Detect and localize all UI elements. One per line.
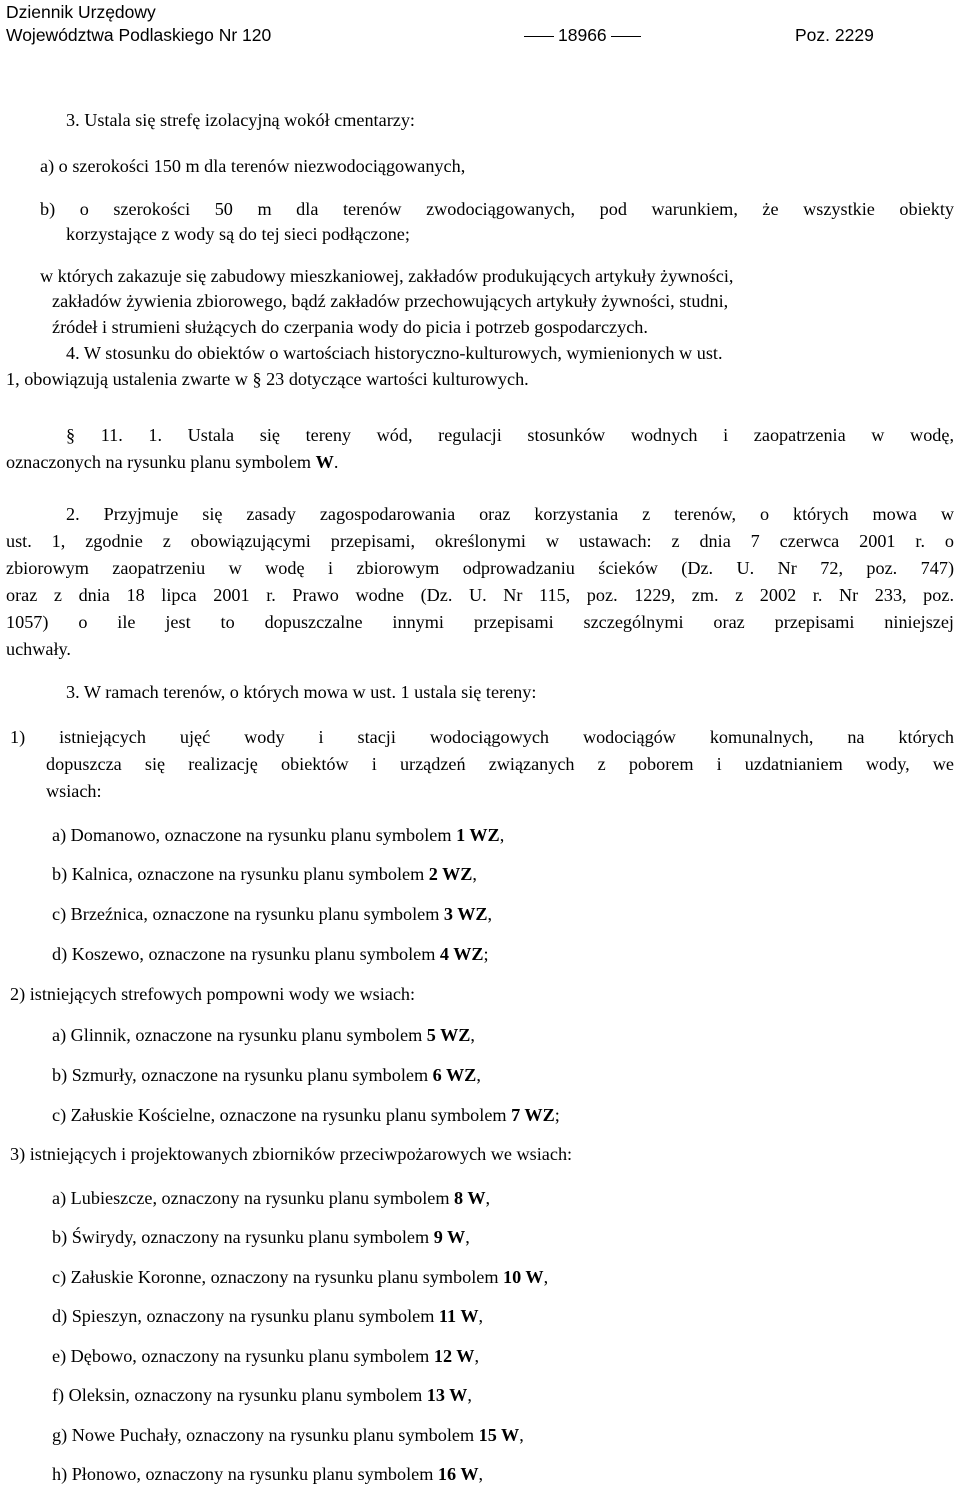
section-11-line2-text: oznaczonych na rysunku planu symbolem xyxy=(6,452,316,472)
list-item-text: a) Glinnik, oznaczone na rysunku planu symbolem xyxy=(52,1025,427,1045)
list-item xyxy=(52,1383,472,1407)
list-item-end: , xyxy=(485,1188,491,1208)
list-item-end: , xyxy=(478,1464,484,1484)
list-item xyxy=(52,1023,475,1047)
list-item-text: h) Płonowo, oznaczony na rysunku planu symbolem xyxy=(52,1464,438,1484)
item-1-line2: dopuszcza się realizację obiektów i urządzeń związanych z poborem i uzdatnianiem wody, we xyxy=(46,754,954,774)
section-11-line2-end: . xyxy=(333,452,339,472)
list-item-symbol: 9 W xyxy=(433,1227,466,1247)
list-item-text: e) Dębowo, oznaczony na rysunku planu symbolem xyxy=(52,1346,434,1366)
list-item-symbol: 12 W xyxy=(433,1346,475,1366)
para-3a: a) o szerokości 150 m dla terenów niezwodociągowanych, xyxy=(40,156,466,176)
list-item-symbol: 3 WZ xyxy=(443,904,488,924)
page-number-block xyxy=(520,24,645,46)
list-item xyxy=(52,1423,524,1447)
section-11-line1: § 11. 1. Ustala się tereny wód, regulacji stosunków wodnych i zaopatrzenia w wodę, xyxy=(66,425,954,445)
list-item-end: , xyxy=(467,1385,472,1405)
page-number: 18966 xyxy=(558,25,607,45)
list-item xyxy=(52,942,489,966)
position-number: Poz. 2229 xyxy=(795,25,874,45)
para-3c-line2: zakładów żywienia zbiorowego, bądź zakładów przechowujących artykuły żywności, studni, xyxy=(52,291,729,311)
para-2-line1: 2. Przyjmuje się zasady zagospodarowania oraz korzystania z terenów, o których mowa w xyxy=(66,504,954,524)
para-3b-line1: b) o szerokości 50 m dla terenów zwodociągowanych, pod warunkiem, że wszystkie obiekty xyxy=(40,199,954,219)
para-3b-line2: korzystające z wody są do tej sieci podłączone; xyxy=(66,224,410,244)
journal-subtitle: Województwa Podlaskiego Nr 120 xyxy=(6,25,272,45)
para-3-title: 3. Ustala się strefę izolacyjną wokół cmentarzy: xyxy=(66,110,415,130)
list-item-symbol: 5 WZ xyxy=(426,1025,471,1045)
list-item-symbol: 16 W xyxy=(437,1464,479,1484)
page-dash-right xyxy=(611,36,641,37)
list-item-end: ; xyxy=(483,944,489,964)
item-1-line3: wsiach: xyxy=(46,781,102,801)
list-item-end: , xyxy=(543,1267,549,1287)
para-3c-line1: w których zakazuje się zabudowy mieszkaniowej, zakładów produkujących artykuły żywności, xyxy=(40,266,734,286)
list-item-text: b) Świrydy, oznaczony na rysunku planu symbolem xyxy=(52,1227,434,1247)
para-2-line2: ust. 1, zgodnie z obowiązującymi przepisami, określonymi w ustawach: z dnia 7 czerwca 2001 r. o xyxy=(6,531,954,551)
list-item-text: c) Załuskie Kościelne, oznaczone na rysunku planu symbolem xyxy=(52,1105,512,1125)
para-2-line5: 1057) o ile jest to dopuszczalne innymi przepisami szczególnymi oraz przepisami niniejszej xyxy=(6,612,954,632)
list-item-end: , xyxy=(470,1025,475,1045)
item-1-line1: 1) istniejących ujęć wody i stacji wodociągowych wodociągów komunalnych, na których xyxy=(10,727,954,747)
list-item-symbol: 2 WZ xyxy=(428,864,473,884)
list-item-text: c) Brzeźnica, oznaczone na rysunku planu symbolem xyxy=(52,904,444,924)
list-item-symbol: 4 WZ xyxy=(439,944,484,964)
list-item-text: d) Koszewo, oznaczone na rysunku planu symbolem xyxy=(52,944,440,964)
list-item-symbol: 8 W xyxy=(454,1188,486,1208)
list-item-end: , xyxy=(487,904,493,924)
para-4-line2: 1, obowiązują ustalenia zwarte w § 23 dotyczące wartości kulturowych. xyxy=(6,369,529,389)
para-2-line3: zbiorowym zaopatrzeniu w wodę i zbiorowym odprowadzaniu ścieków (Dz. U. Nr 72, poz. 747) xyxy=(6,558,954,578)
symbol-w: W xyxy=(315,452,334,472)
list-item xyxy=(52,862,477,886)
list-item-symbol: 1 WZ xyxy=(456,825,500,845)
list-item xyxy=(52,902,492,926)
page-dash-left xyxy=(524,36,554,37)
para-2-line4: oraz z dnia 18 lipca 2001 r. Prawo wodne (Dz. U. Nr 115, poz. 1229, zm. z 2002 r. Nr 233, poz. xyxy=(6,585,954,605)
para-2-line6: uchwały. xyxy=(6,639,71,659)
list-item-text: b) Szmurły, oznaczone na rysunku planu symbolem xyxy=(52,1065,433,1085)
list-item-end: , xyxy=(476,1065,481,1085)
list-item-end: , xyxy=(474,1346,479,1366)
list-item-end: , xyxy=(519,1425,524,1445)
list-item-text: a) Domanowo, oznaczone na rysunku planu symbolem xyxy=(52,825,457,845)
journal-title: Dziennik Urzędowy xyxy=(6,2,156,22)
list-item-text: a) Lubieszcze, oznaczony na rysunku planu symbolem xyxy=(52,1188,455,1208)
para-3b-title: 3. W ramach terenów, o których mowa w ust. 1 ustala się tereny: xyxy=(66,682,537,702)
list-item-text: d) Spieszyn, oznaczony na rysunku planu symbolem xyxy=(52,1306,439,1326)
list-item-symbol: 6 WZ xyxy=(432,1065,477,1085)
list-item xyxy=(52,1304,483,1328)
list-item-end: , xyxy=(478,1306,484,1326)
list-item-symbol: 10 W xyxy=(503,1267,544,1287)
list-item-symbol: 13 W xyxy=(426,1385,468,1405)
list-item-text: c) Załuskie Koronne, oznaczony na rysunku planu symbolem xyxy=(52,1267,504,1287)
list-item-symbol: 11 W xyxy=(438,1306,479,1326)
list-item xyxy=(52,823,504,847)
list-item-end: , xyxy=(499,825,505,845)
list-item-text: g) Nowe Puchały, oznaczony na rysunku planu symbolem xyxy=(52,1425,479,1445)
list-item-symbol: 7 WZ xyxy=(511,1105,555,1125)
list-item xyxy=(52,1225,470,1249)
list-item xyxy=(52,1063,481,1087)
list-item xyxy=(52,1186,490,1210)
list-item-text: f) Oleksin, oznaczony na rysunku planu symbolem xyxy=(52,1385,427,1405)
item-3: 3) istniejących i projektowanych zbiorników przeciwpożarowych we wsiach: xyxy=(10,1144,573,1164)
item-2: 2) istniejących strefowych pompowni wody we wsiach: xyxy=(10,984,416,1004)
list-item xyxy=(52,1462,483,1486)
list-item-text: b) Kalnica, oznaczone na rysunku planu symbolem xyxy=(52,864,429,884)
list-item-end: ; xyxy=(554,1105,560,1125)
list-item xyxy=(52,1103,560,1127)
para-3c-line3: źródeł i strumieni służących do czerpania wody do picia i potrzeb gospodarczych. xyxy=(52,317,648,337)
list-item-end: , xyxy=(465,1227,470,1247)
list-item-symbol: 15 W xyxy=(478,1425,520,1445)
list-item-end: , xyxy=(472,864,477,884)
list-item xyxy=(52,1344,479,1368)
section-11-line2 xyxy=(6,450,338,474)
para-4-line1: 4. W stosunku do obiektów o wartościach historyczno-kulturowych, wymienionych w ust. xyxy=(66,343,723,363)
list-item xyxy=(52,1265,548,1289)
